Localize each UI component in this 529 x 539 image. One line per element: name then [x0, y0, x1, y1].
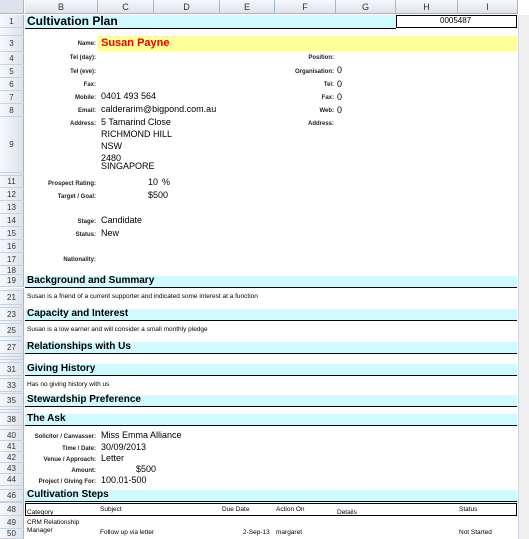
step-category[interactable]: CRM Relationship Manager	[27, 519, 80, 534]
stage-label: Stage:	[77, 219, 96, 225]
time-date-label: Time / Date:	[62, 446, 96, 452]
giving-text[interactable]: Has no giving history with us	[27, 381, 110, 388]
prospect-rating-label: Prospect Rating:	[47, 181, 96, 187]
row-header-49[interactable]: 49	[0, 516, 24, 529]
address-line-3[interactable]: NSW	[101, 141, 122, 151]
organisation-value[interactable]: 0	[337, 65, 343, 75]
name-label: Name:	[77, 41, 96, 47]
section-capacity: Capacity and Interest	[27, 308, 129, 319]
row-header-4[interactable]: 4	[0, 52, 24, 65]
project-value[interactable]: 100.01-500	[101, 475, 147, 485]
target-goal-label: Target / Goal:	[57, 194, 96, 200]
section-relationships: Relationships with Us	[27, 341, 131, 352]
row-header-25[interactable]: 25	[0, 324, 24, 337]
step-subject[interactable]: Follow up via letter	[100, 529, 155, 536]
column-header-b[interactable]: B	[25, 0, 98, 14]
target-goal-value[interactable]: $500	[148, 190, 169, 200]
column-header-i[interactable]: I	[458, 0, 518, 14]
prospect-rating-unit: %	[162, 177, 171, 187]
address-line-2[interactable]: RICHMOND HILL	[101, 129, 173, 139]
column-header-c[interactable]: C	[98, 0, 154, 14]
steps-col-action-on: Action On	[276, 506, 305, 513]
row-header-27[interactable]: 27	[0, 341, 24, 354]
address-line-4[interactable]: 2480	[101, 153, 122, 163]
prospect-rating-value[interactable]: 10	[148, 177, 159, 187]
steps-header-row	[25, 503, 517, 516]
section-stewardship: Stewardship Preference	[27, 394, 141, 405]
mobile-value[interactable]: 0401 493 564	[101, 91, 157, 101]
row-header-1[interactable]: 1	[0, 15, 24, 28]
row-header-40[interactable]: 40	[0, 430, 24, 441]
solicitor-label: Solicitor / Canvasser:	[34, 434, 96, 440]
column-header-g[interactable]: G	[336, 0, 396, 14]
address-label: Address:	[69, 121, 96, 127]
section-giving: Giving History	[27, 363, 96, 374]
section-ask: The Ask	[27, 413, 66, 424]
row-header-17[interactable]: 17	[0, 253, 24, 266]
column-header-h[interactable]: H	[396, 0, 458, 14]
time-date-value[interactable]: 30/09/2013	[101, 442, 147, 452]
project-label: Project / Giving For:	[38, 479, 96, 485]
fax2-label: Fax:	[321, 95, 334, 101]
row-header-15[interactable]: 15	[0, 227, 24, 240]
tel-day-label: Tel (day):	[69, 55, 96, 61]
page-title: Cultivation Plan	[27, 14, 118, 28]
tel-value[interactable]: 0	[337, 79, 343, 89]
row-header-31[interactable]: 31	[0, 363, 24, 376]
row-header-21[interactable]: 21	[0, 291, 24, 305]
mobile-label: Mobile:	[75, 95, 96, 101]
row-header-2[interactable]	[0, 28, 24, 36]
row-header-38[interactable]: 38	[0, 413, 24, 426]
row-header-6[interactable]: 6	[0, 78, 24, 91]
column-header-f[interactable]: F	[275, 0, 336, 14]
row-header-48[interactable]: 48	[0, 503, 24, 516]
row-header-50[interactable]: 50	[0, 529, 24, 539]
fax-label: Fax:	[83, 82, 96, 88]
row-header-7[interactable]: 7	[0, 91, 24, 104]
status-value[interactable]: New	[101, 228, 120, 238]
email-label: Email:	[77, 108, 96, 114]
section-cultivation-steps: Cultivation Steps	[27, 489, 109, 500]
step-action-on[interactable]: margaret	[276, 529, 303, 536]
column-header-d[interactable]: D	[154, 0, 220, 14]
row-header-9[interactable]: 9	[0, 117, 24, 173]
row-header-16[interactable]: 16	[0, 240, 24, 253]
row-header-18[interactable]: 18	[0, 266, 24, 275]
column-header-e[interactable]: E	[220, 0, 275, 14]
steps-col-details: Details	[337, 509, 357, 516]
tel-label: Tel:	[323, 82, 334, 88]
position-label: Position:	[308, 55, 334, 61]
organisation-label: Organisation:	[294, 69, 334, 75]
row-header-13[interactable]: 13	[0, 201, 24, 214]
fax2-value[interactable]: 0	[337, 92, 343, 102]
steps-col-due-date: Due Date	[222, 506, 250, 513]
steps-col-subject: Subject	[100, 506, 122, 513]
row-header-5[interactable]: 5	[0, 65, 24, 78]
stage-value[interactable]: Candidate	[101, 215, 143, 225]
step-due-date[interactable]: 2-Sep-13	[243, 529, 270, 536]
row-header-23[interactable]: 23	[0, 308, 24, 321]
row-header-44[interactable]: 44	[0, 474, 24, 486]
row-header-12[interactable]: 12	[0, 188, 24, 201]
steps-col-status: Status	[459, 506, 478, 513]
row-header-33[interactable]: 33	[0, 379, 24, 392]
row-header-8[interactable]: 8	[0, 104, 24, 117]
record-id: 0005487	[440, 16, 472, 25]
steps-col-category: Category	[27, 509, 54, 516]
amount-label: Amount:	[71, 468, 96, 474]
contact-name[interactable]: Susan Payne	[101, 37, 170, 49]
solicitor-value[interactable]: Miss Emma Alliance	[101, 430, 182, 440]
row-header-14[interactable]: 14	[0, 214, 24, 227]
row-header-43[interactable]: 43	[0, 463, 24, 474]
address2-label: Address:	[307, 121, 334, 127]
capacity-text[interactable]: Susan is a low earner and will consider a small monthly pledge	[27, 326, 208, 333]
status-label: Status:	[75, 232, 96, 238]
background-text[interactable]: Susan is a friend of a current supporter and indicated some interest at a function	[27, 293, 258, 300]
row-header-11[interactable]: 11	[0, 176, 24, 188]
venue-value[interactable]: Letter	[101, 453, 125, 463]
venue-label: Venue / Approach:	[43, 457, 96, 463]
row-header-3[interactable]: 3	[0, 36, 24, 52]
web-label: Web:	[319, 108, 334, 114]
row-header-46[interactable]: 46	[0, 490, 24, 502]
email-value[interactable]: calderarim@bigpond.com.au	[101, 104, 217, 114]
address-line-5[interactable]: SINGAPORE	[101, 161, 155, 171]
section-background: Background and Summary	[27, 275, 155, 286]
row-header-41[interactable]: 41	[0, 441, 24, 452]
address-line-1[interactable]: 5 Tamarind Close	[101, 117, 171, 127]
step-status[interactable]: Not Started	[459, 529, 492, 536]
tel-eve-label: Tel (eve):	[70, 69, 96, 75]
row-header-19[interactable]: 19	[0, 275, 24, 287]
nationality-label: Nationality:	[63, 257, 96, 263]
amount-value[interactable]: $500	[136, 464, 157, 474]
row-header-42[interactable]: 42	[0, 452, 24, 463]
web-value[interactable]: 0	[337, 105, 343, 115]
select-all-corner[interactable]	[0, 0, 24, 14]
row-header-35[interactable]: 35	[0, 394, 24, 407]
